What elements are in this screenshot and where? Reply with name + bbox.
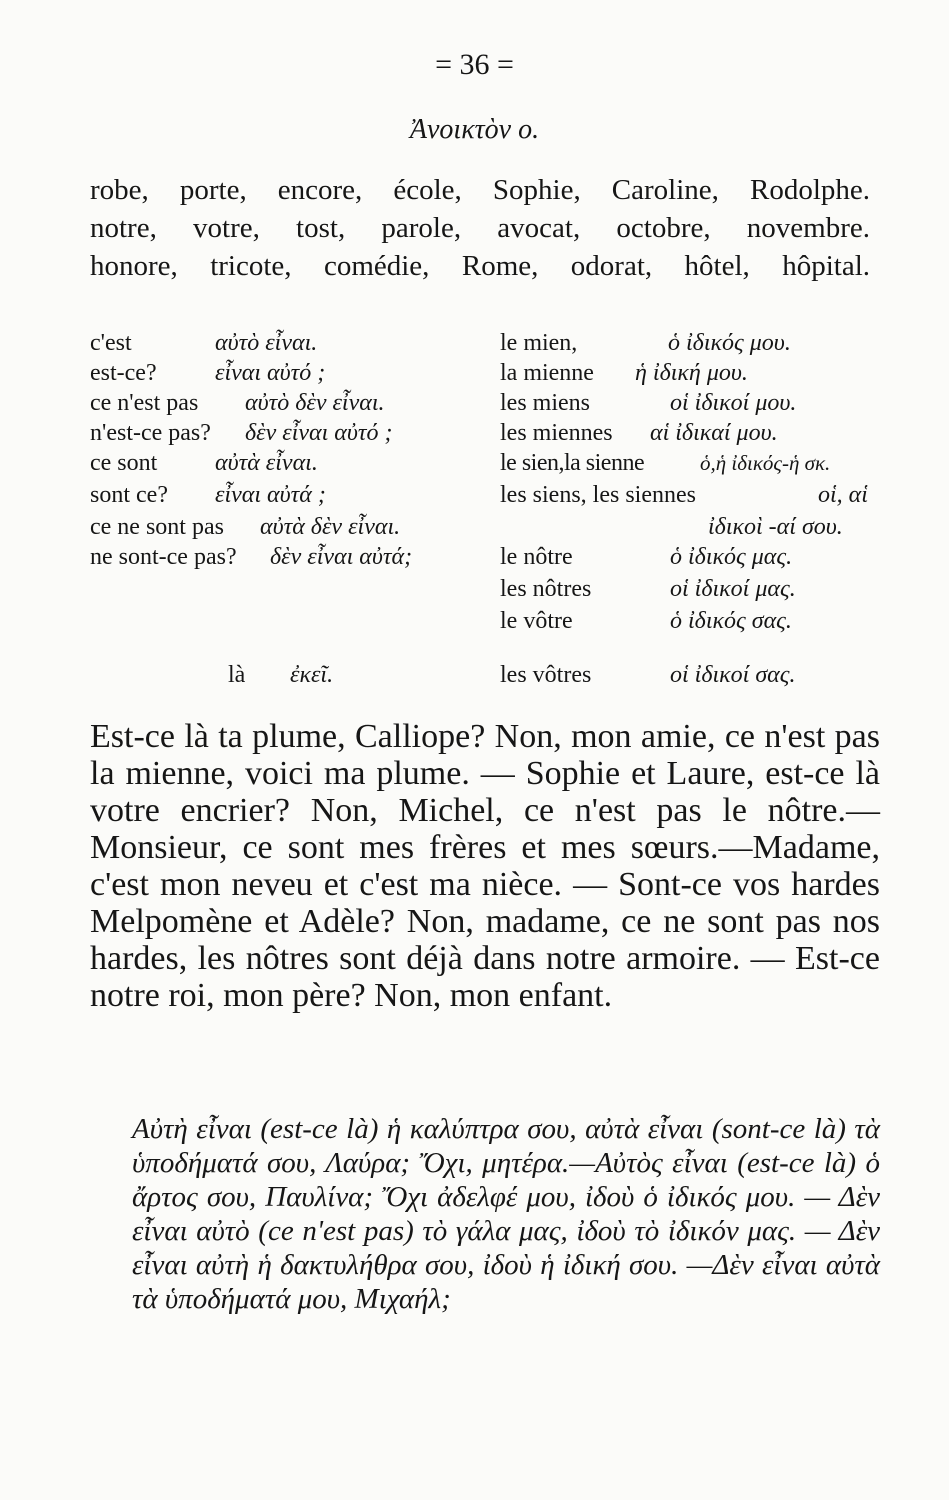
french-term: les miennes: [500, 420, 613, 446]
french-term: ce n'est pas: [90, 390, 199, 416]
greek-term: αὐτὸ εἶναι.: [215, 330, 318, 356]
table-row: [500, 544, 792, 571]
french-term: les vôtres: [500, 662, 592, 688]
table-row: [90, 544, 412, 571]
table-row: [500, 482, 868, 509]
vocab-line: robe, porte, encore, école, Sophie, Caroline, Rodolphe.: [90, 174, 870, 206]
table-row: [90, 390, 385, 417]
greek-term: οἱ ἰδικοί μου.: [670, 390, 797, 416]
greek-term: αὐτὰ εἶναι.: [215, 450, 318, 476]
french-term: ce sont: [90, 450, 158, 476]
page-number: = 36 =: [435, 48, 514, 81]
french-term: la mienne: [500, 360, 594, 386]
french-term: le nôtre: [500, 544, 573, 570]
greek-term: ὁ,ἡ ἰδικός-ἡ σκ.: [700, 451, 831, 475]
french-term: est-ce?: [90, 360, 157, 386]
greek-term: εἶναι αὐτό ;: [215, 360, 326, 386]
greek-term: εἶναι αὐτά ;: [215, 482, 326, 508]
french-term: sont ce?: [90, 482, 168, 508]
greek-term: ὁ ἰδικός μου.: [668, 330, 791, 356]
greek-term: οἱ ἰδικοί μας.: [670, 576, 796, 602]
lesson-heading: Ἀνοικτὸν ο.: [409, 114, 540, 145]
greek-term: αὐτὸ δὲν εἶναι.: [245, 390, 385, 416]
table-row: [500, 450, 830, 477]
french-term: le mien,: [500, 330, 578, 356]
table-row: [90, 514, 400, 541]
greek-term: ὁ ἰδικός σας.: [670, 608, 792, 634]
table-row: [500, 662, 796, 689]
greek-term: δὲν εἶναι αὐτά;: [270, 544, 413, 570]
greek-term: ἰδικοὶ -αί σου.: [708, 514, 843, 540]
greek-term: ἡ ἰδική μου.: [635, 360, 748, 386]
vocab-line: notre, votre, tost, parole, avocat, octobre, novembre.: [90, 212, 870, 244]
greek-term: οἱ, αἱ: [818, 482, 868, 508]
table-row: [90, 450, 318, 477]
table-row: [500, 608, 792, 635]
greek-term: αἱ ἰδικαί μου.: [650, 420, 778, 446]
greek-term: ὁ ἰδικός μας.: [670, 544, 793, 570]
table-row: [90, 330, 317, 357]
vocab-line: honore, tricote, comédie, Rome, odorat, hôtel, hôpital.: [90, 250, 870, 282]
table-row: [500, 360, 748, 387]
french-term: le vôtre: [500, 608, 573, 634]
french-term: n'est-ce pas?: [90, 420, 211, 446]
french-term: le sien,la sienne: [500, 450, 645, 476]
french-term: les nôtres: [500, 576, 592, 602]
table-row: [90, 360, 325, 387]
french-term: ce ne sont pas: [90, 514, 224, 540]
greek-term: οἱ ἰδικοί σας.: [670, 662, 796, 688]
french-term: les miens: [500, 390, 590, 416]
table-row: [500, 576, 796, 603]
table-row: [500, 330, 791, 357]
french-term: là: [228, 662, 246, 688]
french-term: les siens, les siennes: [500, 482, 696, 508]
french-term: c'est: [90, 330, 132, 356]
table-row: [90, 420, 393, 447]
table-row: [228, 662, 333, 689]
french-term: ne sont-ce pas?: [90, 544, 237, 570]
table-row: [708, 514, 843, 541]
greek-term: αὐτὰ δὲν εἶναι.: [260, 514, 401, 540]
table-row: [500, 420, 778, 447]
table-row: [90, 482, 326, 509]
table-row: [500, 390, 796, 417]
greek-term: δὲν εἶναι αὐτό ;: [245, 420, 393, 446]
greek-exercise-paragraph: Αὐτὴ εἶναι (est-ce là) ἡ καλύπτρα σου, αὐτὰ εἶναι (sont-ce là) τὰ ὑποδήματά σου, Λαύρα; Ὄχι, μητέρα.—Αὐτὸς εἶναι (est-ce là) ὁ ἄρτος σου, Παυλίνα; Ὄχι ἀδελφέ μου, ἰδοὺ ὁ ἰδικός μου. — Δὲν εἶναι αὐτὸ (ce n'est pas) τὸ γάλα μας, ἰδοὺ τὸ ἰδικόν μας. — Δὲν εἶναι αὐτὴ ἡ δακτυλήθρα σου, ἰδοὺ ἡ ἰδική σου. —Δὲν εἶναι αὐτὰ τὰ ὑποδήματά μου, Μιχαήλ;: [132, 1113, 880, 1315]
greek-term: ἐκεῖ.: [290, 662, 334, 688]
french-exercise-paragraph: Est-ce là ta plume, Calliope? Non, mon amie, ce n'est pas la mienne, voici ma plume. — Sophie et Laure, est-ce là votre encrier? Non, Michel, ce n'est pas le nôtre.—Monsieur, ce sont mes frères et mes sœurs.—Madame, c'est mon neveu et c'est ma nièce. — Sont-ce vos hardes Melpomène et Adèle? Non, madame, ce ne sont pas nos hardes, les nôtres sont déjà dans notre armoire. — Est-ce notre roi, mon père? Non, mon enfant.: [90, 718, 880, 1014]
